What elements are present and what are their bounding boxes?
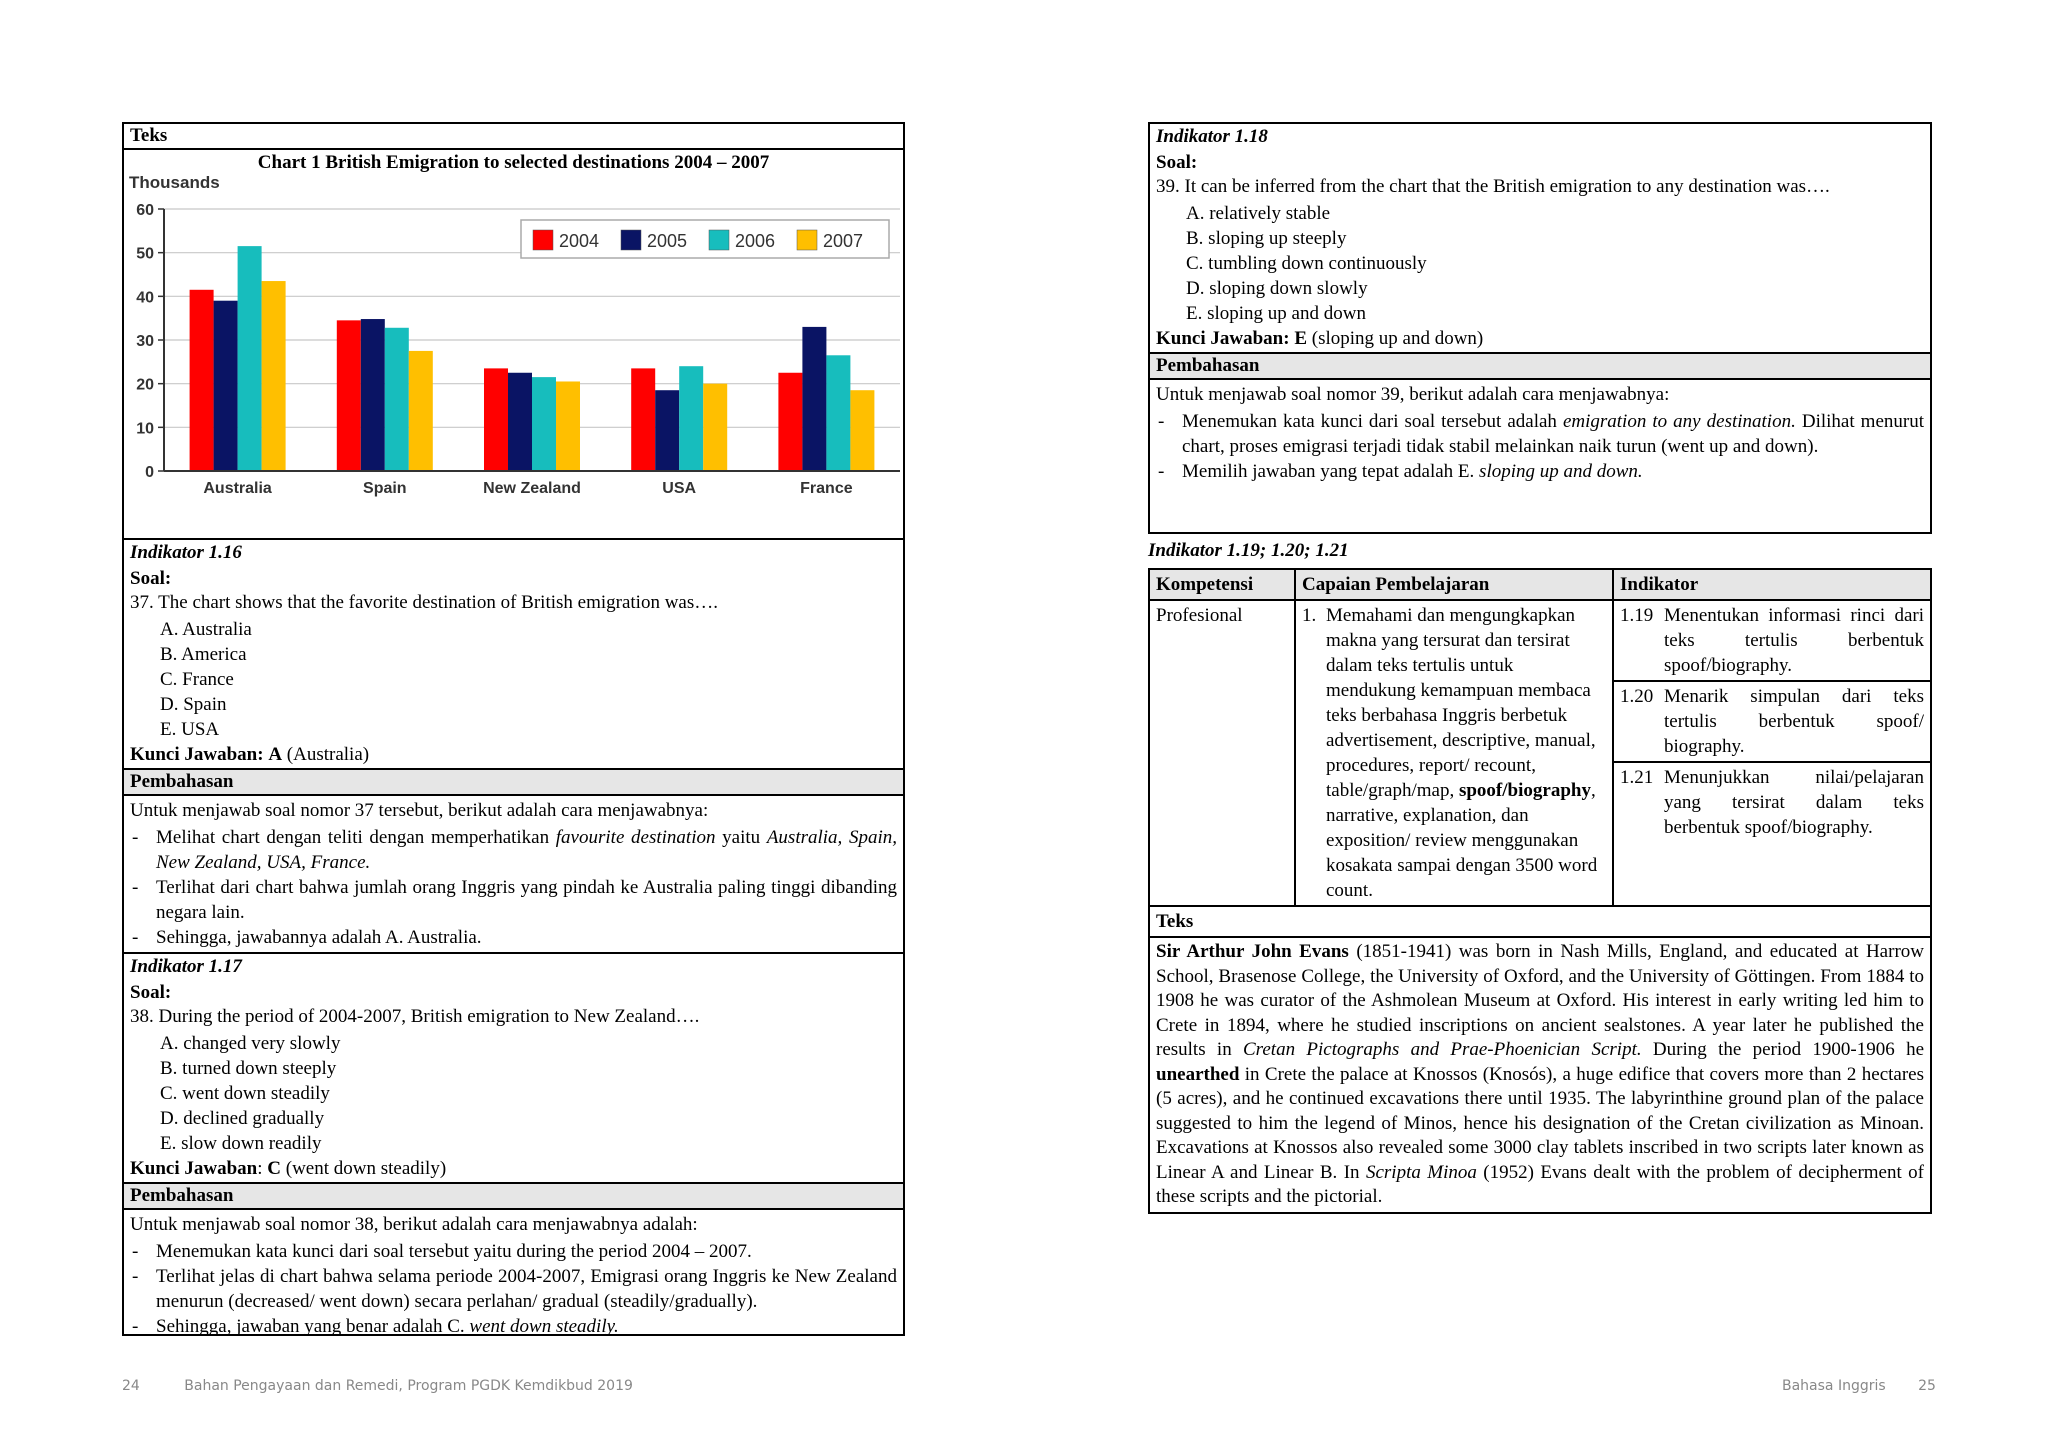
key-label: Kunci Jawaban: [1156,328,1290,349]
indikator-117: Indikator 1.17 [130,956,242,977]
option: A. relatively stable [1186,203,1331,224]
x-tick-label: New Zealand [483,480,581,497]
bar-usa-2006 [679,366,703,471]
y-axis-label: Thousands [129,174,220,192]
key-text: (went down steadily) [285,1158,447,1179]
competency-table-wrap [1148,568,1932,1214]
pembahasan-list-39 [1150,409,1930,486]
legend-label-2007: 2007 [823,231,864,251]
ind-text: Menarik simpulan dari teks tertulis berbentuk spoof/ biography. [1664,686,1924,757]
question-38: 38. During the period of 2004-2007, British emigration to New Zealand…. [130,1006,700,1027]
bar-spain-2006 [385,328,409,471]
list-item: - Memilih jawaban yang tepat adalah E. sloping up and down. [1156,459,1924,484]
option: B. America [160,644,247,665]
answer-key-37 [124,742,903,768]
y-tick-label: 10 [136,420,154,438]
bar-australia-2004 [190,290,214,471]
pembahasan-intro-37: Untuk menjawab soal nomor 37 tersebut, berikut adalah cara menjawabnya: [130,800,709,821]
footer-right [1782,1378,1936,1394]
ind-num: 1.19 [1620,605,1654,626]
legend-label-2006: 2006 [735,231,776,251]
option: B. turned down steeply [160,1058,337,1079]
ind-row-119 [1614,601,1930,682]
biography-text: Sir Arthur John Evans (1851-1941) was born in Nash Mills, England, and educated at Harrow School, Brasenose College, the University of Oxford, and the University of Göttingen. From 1884 to 1908 he was curator of the Ashmolean Museum at Oxford. His interest in early writing led him to Crete in 1894, where he studied inscriptions on ancient sealstones. A year later he published the results in Cretan Pictographs and Prae-Phoenician Script. During the period 1900-1906 he unearthed in Crete the palace at Knossos (Knosós), a huge edifice that covers more than 2 hectares (5 acres), and he continued excavations there until 1935. The labyrinthine ground plan of the palace suggested to him the legend of Minos, hence his designation of the Cretan civilization as Minoan. Excavations at Knossos also revealed some 3000 clay tablets inscribed in two scripts later known as Linear A and Linear B. In Scripta Minoa (1952) Evans dealt with the problem of decipherment of these scripts and the pictorial. [1149,937,1931,1213]
option: D. sloping down slowly [1186,278,1368,299]
bar-spain-2004 [337,320,361,471]
bar-spain-2005 [361,319,385,471]
list-item: - Sehingga, jawabannya adalah A. Australia. [130,925,897,950]
bar-chart [124,174,903,538]
indikator-cell [1613,600,1931,906]
bar-spain-2007 [409,351,433,471]
page-number: 24 [122,1378,140,1394]
pembahasan-intro-39: Untuk menjawab soal nomor 39, berikut adalah cara menjawabnya: [1156,384,1670,405]
key-letter: E [1294,328,1307,349]
question-39: 39. It can be inferred from the chart that the British emigration to any destination was…. [1156,176,1830,197]
q39-options [1150,201,1930,326]
footer-title: Bahasa Inggris [1782,1378,1886,1394]
x-tick-label: France [800,480,853,497]
pembahasan-header-37: Pembahasan [124,768,903,796]
ind-text: Menunjukkan nilai/pelajaran yang tersirat dalam teks berbentuk spoof/biography. [1664,767,1924,838]
y-tick-label: 50 [136,245,154,263]
option: D. declined gradually [160,1108,325,1129]
ind-row-121 [1614,763,1930,842]
indikator-118: Indikator 1.18 [1156,126,1268,147]
pembahasan-header-39: Pembahasan [1150,352,1930,380]
bar-australia-2007 [262,281,286,471]
soal-label-39: Soal: [1156,152,1198,173]
bar-new-zealand-2006 [532,377,556,471]
competency-table [1148,568,1932,1214]
cp-number: 1. [1302,605,1317,626]
q37-options [124,617,903,742]
bar-new-zealand-2007 [556,381,580,471]
y-tick-label: 20 [136,376,154,394]
th-kompetensi: Kompetensi [1149,569,1295,600]
key-letter: A [268,744,283,765]
legend-swatch-2004 [533,230,553,250]
footer-left [122,1378,633,1394]
option: C. tumbling down continuously [1186,253,1427,274]
pembahasan-list-37 [124,825,903,952]
legend [521,220,889,258]
right-q39-box [1148,122,1932,534]
x-tick-label: Spain [363,480,407,497]
list-item: - Sehingga, jawaban yang benar adalah C. went down steadily. [130,1314,897,1339]
indikator-group: Indikator 1.19; 1.20; 1.21 [1148,540,1349,561]
footer-title: Bahan Pengayaan dan Remedi, Program PGDK Kemdikbud 2019 [184,1378,633,1394]
option: A. changed very slowly [160,1033,341,1054]
key-text: (Australia) [286,744,370,765]
legend-swatch-2006 [709,230,729,250]
list-item: - Menemukan kata kunci dari soal tersebut yaitu during the period 2004 – 2007. [130,1239,897,1264]
teks-header-right: Teks [1149,906,1931,937]
ind-row-120 [1614,682,1930,763]
legend-swatch-2007 [797,230,817,250]
option: C. went down steadily [160,1083,330,1104]
x-tick-label: USA [662,480,697,497]
option: E. USA [160,719,220,740]
legend-swatch-2005 [621,230,641,250]
bar-usa-2007 [703,384,727,471]
chart-title: Chart 1 British Emigration to selected destinations 2004 – 2007 [257,152,770,173]
list-item: - Terlihat dari chart bahwa jumlah orang Inggris yang pindah ke Australia paling tinggi dibanding negara lain. [130,875,897,925]
list-item: - Terlihat jelas di chart bahwa selama periode 2004-2007, Emigrasi orang Inggris ke New Zealand menurun (decreased/ went down) secara perlahan/ gradual (steadily/gradually). [130,1264,897,1314]
y-tick-label: 40 [136,289,154,307]
legend-label-2005: 2005 [647,231,688,251]
page-number: 25 [1918,1378,1936,1394]
chart-area [124,174,903,540]
y-tick-label: 30 [136,333,154,350]
bar-usa-2005 [655,390,679,471]
capaian-cell [1295,600,1613,906]
bar-france-2006 [826,355,850,471]
option: A. Australia [160,619,252,640]
key-text: (sloping up and down) [1311,328,1484,349]
option: E. sloping up and down [1186,303,1366,324]
ind-text: Menentukan informasi rinci dari teks tertulis berbentuk spoof/biography. [1664,605,1924,676]
ind-num: 1.21 [1620,767,1654,788]
legend-label-2004: 2004 [559,231,600,251]
pembahasan-intro-38: Untuk menjawab soal nomor 38, berikut adalah cara menjawabnya adalah: [130,1214,698,1235]
y-tick-label: 60 [136,202,154,219]
bar-new-zealand-2004 [484,368,508,471]
question-37: 37. The chart shows that the favorite destination of British emigration was…. [130,592,718,613]
q38-options [124,1031,903,1156]
kompetensi-cell: Profesional [1149,600,1295,906]
th-indikator: Indikator [1613,569,1931,600]
ind-num: 1.20 [1620,686,1654,707]
option: C. France [160,669,234,690]
option: B. sloping up steeply [1186,228,1347,249]
cp-text: Memahami dan mengungkapkan makna yang tersurat dan tersirat dalam teks tertulis untuk mendukung kemampuan membaca teks berbahasa Inggris berbetuk advertisement, descriptive, manual, procedures, report/ recount, table/graph/map, spoof/biography, narrative, explanation, dan exposition/ review menggunakan kosakata sampai dengan 3500 word count. [1326,605,1598,901]
bar-usa-2004 [631,368,655,471]
bar-france-2007 [850,390,874,471]
indikator-116: Indikator 1.16 [130,542,242,563]
key-label: Kunci Jawaban [130,1158,258,1179]
bar-australia-2006 [238,246,262,471]
key-label: Kunci Jawaban: [130,744,264,765]
bar-australia-2005 [214,301,238,471]
teks-header: Teks [124,124,903,150]
left-main-box [122,122,905,1336]
list-item: - Melihat chart dengan teliti dengan memperhatikan favourite destination yaitu Australia, Spain, New Zealand, USA, France. [130,825,897,875]
answer-key-39 [1150,326,1930,352]
pembahasan-list-38 [124,1239,903,1341]
option: D. Spain [160,694,227,715]
answer-key-38: Kunci Jawaban: C (went down steadily) [130,1158,447,1179]
soal-label-37: Soal: [130,568,172,589]
key-letter: C [267,1158,281,1179]
bars [190,246,875,471]
bar-france-2004 [778,373,802,471]
th-capaian: Capaian Pembelajaran [1295,569,1613,600]
bar-new-zealand-2005 [508,373,532,471]
y-tick-label: 0 [145,464,154,481]
bar-france-2005 [802,327,826,471]
option: E. slow down readily [160,1133,322,1154]
list-item: - Menemukan kata kunci dari soal tersebut adalah emigration to any destination. Dilihat menurut chart, proses emigrasi terjadi tidak stabil melainkan naik turun (went up and down). [1156,409,1924,459]
pembahasan-header-38: Pembahasan [124,1182,903,1210]
soal-label-38: Soal: [130,982,172,1003]
x-tick-label: Australia [203,480,272,497]
